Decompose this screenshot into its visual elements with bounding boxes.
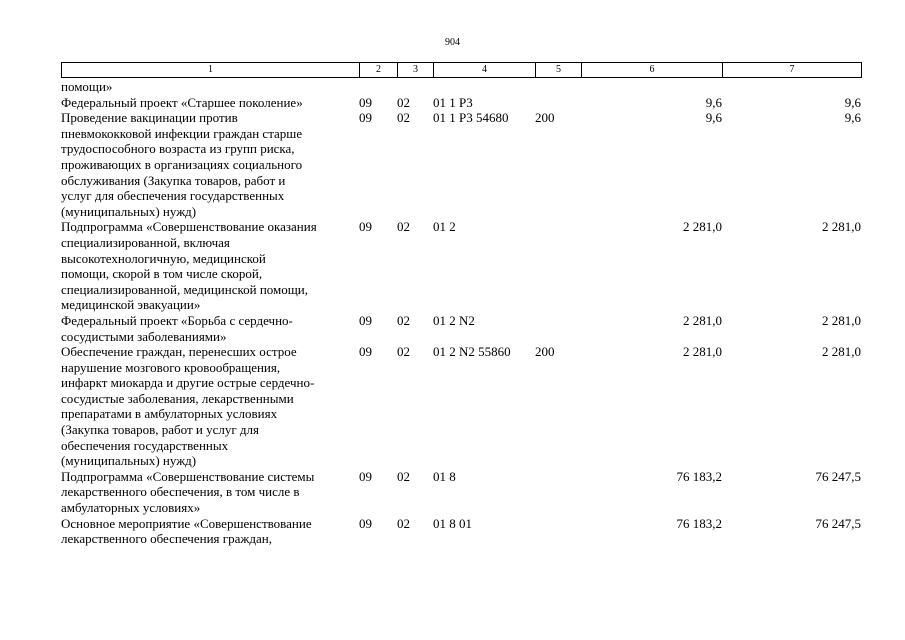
- row-target-article-cell: 01 2 N2 55860: [433, 344, 511, 360]
- row-subsection-code-cell: 02: [397, 312, 410, 328]
- row-target-article-cell: 01 8 01: [433, 515, 472, 531]
- row-section-code-cell: [359, 79, 397, 95]
- row-name-cell: Проведение вакцинации против пневмококковой инфекции граждан старше трудоспособного возраста из групп риска, проживающих в организациях социального обслуживания (Закупка товаров, работ и услуг для обеспечения государственных (муниципальных) нужд): [61, 110, 303, 219]
- row-amount-year2-cell: 76 247,5: [815, 515, 861, 531]
- row-subsection-code-cell: 02: [397, 468, 410, 484]
- row-section-code-cell: 09: [359, 219, 372, 235]
- table-row: [61, 516, 861, 547]
- column-number-2: 2: [360, 63, 398, 78]
- row-expense-type-cell: [535, 95, 581, 111]
- row-name-cell: Обеспечение граждан, перенесших острое нарушение мозгового кровообращения, инфаркт миокарда и другие острые сердечно- сосудистые заболевания, лекарственными препаратами в амбулаторных условиях (Закупка товаров, работ и услуг для обеспечения государственных (муниципальных) нужд): [61, 344, 315, 469]
- row-name-cell: Федеральный проект «Старшее поколение»: [61, 94, 303, 110]
- row-expense-type-cell: [535, 516, 581, 547]
- row-expense-type-cell: [535, 313, 581, 344]
- row-target-article-cell: 01 1 P3: [433, 94, 473, 110]
- row-subsection-code-cell: [397, 79, 433, 95]
- column-number-row: [62, 63, 862, 78]
- row-section-code-cell: 09: [359, 110, 372, 126]
- column-number-7: 7: [723, 63, 862, 78]
- row-section-code-cell: 09: [359, 515, 372, 531]
- row-expense-type-cell: 200: [535, 344, 555, 360]
- column-number-1: 1: [62, 63, 360, 78]
- row-section-code-cell: 09: [359, 312, 372, 328]
- row-name-cell: Подпрограмма «Совершенствование оказания специализированной, включая высокотехнологичную, медицинской помощи, скорой в том числе скорой, специализированной, медицинской помощи, медицинской эвакуации»: [61, 219, 317, 313]
- table-row: [61, 110, 861, 219]
- row-target-article-cell: 01 2: [433, 219, 456, 235]
- column-number-6: 6: [582, 63, 723, 78]
- row-amount-year2-cell: 76 247,5: [815, 468, 861, 484]
- row-amount-year1-cell: 2 281,0: [683, 344, 722, 360]
- column-number-header: [61, 62, 862, 78]
- row-amount-year2-cell: 2 281,0: [822, 219, 861, 235]
- row-target-article-cell: [433, 79, 535, 95]
- row-amount-year1-cell: [581, 79, 722, 95]
- row-target-article-cell: 01 8: [433, 468, 456, 484]
- column-number-3: 3: [398, 63, 434, 78]
- row-subsection-code-cell: 02: [397, 219, 410, 235]
- row-subsection-code-cell: 02: [397, 344, 410, 360]
- row-amount-year1-cell: 76 183,2: [676, 468, 722, 484]
- budget-table: [61, 79, 861, 547]
- row-amount-year2-cell: 2 281,0: [822, 344, 861, 360]
- table-row: [61, 95, 861, 111]
- row-name-cell: помощи»: [61, 79, 113, 94]
- row-target-article-cell: 01 1 P3 54680: [433, 110, 509, 126]
- table-row: [61, 344, 861, 469]
- row-amount-year1-cell: 2 281,0: [683, 312, 722, 328]
- row-amount-year2-cell: [722, 79, 861, 95]
- row-section-code-cell: 09: [359, 344, 372, 360]
- table-row: [61, 219, 861, 313]
- row-section-code-cell: 09: [359, 468, 372, 484]
- row-expense-type-cell: [535, 219, 581, 313]
- row-subsection-code-cell: 02: [397, 515, 410, 531]
- row-section-code-cell: 09: [359, 94, 372, 110]
- row-expense-type-cell: [535, 79, 581, 95]
- column-number-4: 4: [434, 63, 536, 78]
- row-amount-year1-cell: 76 183,2: [676, 515, 722, 531]
- table-row: [61, 469, 861, 516]
- row-amount-year1-cell: 2 281,0: [683, 219, 722, 235]
- row-name-cell: Федеральный проект «Борьба с сердечно- сосудистыми заболеваниями»: [61, 312, 293, 344]
- column-number-5: 5: [536, 63, 582, 78]
- row-amount-year2-cell: 2 281,0: [822, 312, 861, 328]
- row-target-article-cell: 01 2 N2: [433, 312, 475, 328]
- table-row: [61, 79, 861, 95]
- row-amount-year1-cell: 9,6: [705, 110, 722, 126]
- row-name-cell: Подпрограмма «Совершенствование системы лекарственного обеспечения, в том числе в амбулаторных условиях»: [61, 468, 315, 516]
- row-subsection-code-cell: 02: [397, 94, 410, 110]
- row-amount-year2-cell: 9,6: [844, 94, 861, 110]
- row-name-cell: Основное мероприятие «Совершенствование лекарственного обеспечения граждан,: [61, 515, 312, 547]
- table-row: [61, 313, 861, 344]
- page-number: 904: [445, 37, 460, 48]
- row-subsection-code-cell: 02: [397, 110, 410, 126]
- row-amount-year2-cell: 9,6: [844, 110, 861, 126]
- row-amount-year1-cell: 9,6: [705, 94, 722, 110]
- row-expense-type-cell: [535, 469, 581, 516]
- row-expense-type-cell: 200: [535, 110, 555, 126]
